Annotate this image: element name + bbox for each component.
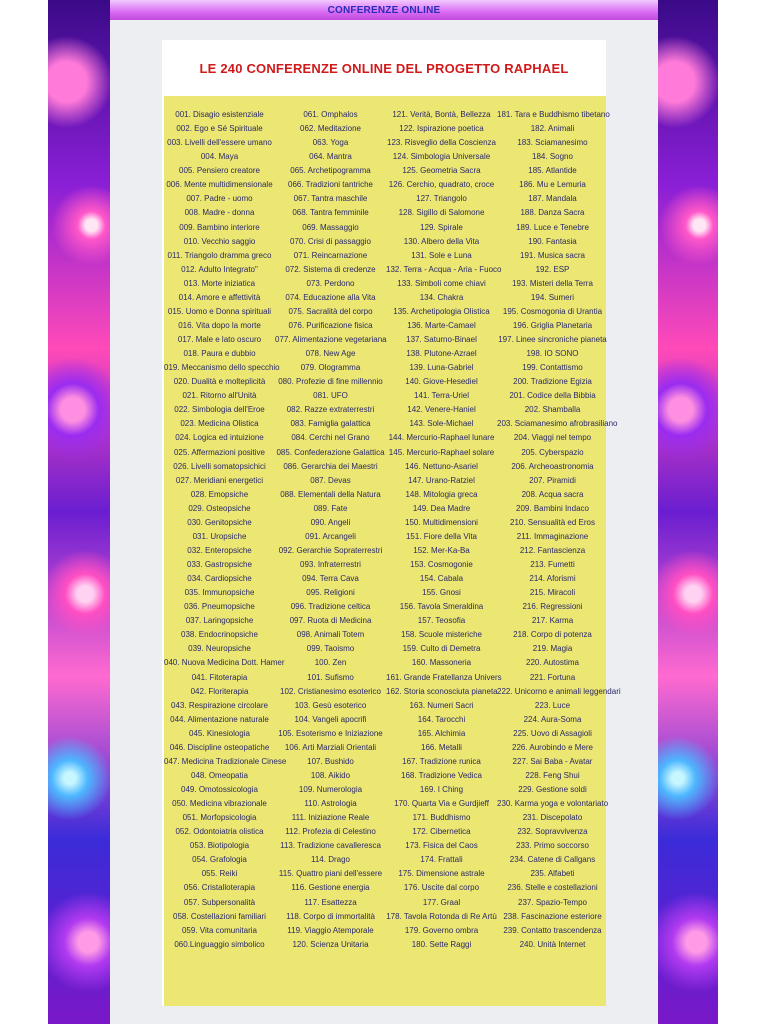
conference-list-item: 082. Razze extraterrestri: [286, 405, 375, 415]
conference-list-item: 079. Ologramma: [300, 363, 361, 373]
conference-list-item: 211. Immaginazione: [516, 531, 589, 541]
conference-list-item: 128. Sigillo di Salomone: [398, 208, 485, 218]
conference-list-item: 052. Odontoiatria olistica: [175, 827, 264, 837]
conference-list-item: 214. Aforismi: [529, 574, 576, 584]
conference-list-item: 048. Omeopatia: [191, 770, 248, 780]
conference-list-item: 065. Archetipogramma: [290, 166, 371, 176]
conference-list-item: 109. Numerologia: [298, 785, 363, 794]
conference-list-item: 204. Viaggi nel tempo: [513, 433, 592, 443]
conference-list-item: 026. Livelli somatopsichici: [173, 461, 266, 471]
conference-list-item: 071. Reincarnazione: [293, 250, 368, 260]
conference-list-item: 134. Chakra: [419, 292, 464, 302]
conference-list-item: 221. Fortuna: [529, 672, 576, 682]
conference-column-2: [275, 108, 386, 952]
conference-list-item: 112. Profezia di Celestino: [285, 827, 376, 837]
conference-list-item: 183. Sciamanesimo: [517, 138, 588, 148]
conference-list-item: 166. Metalli: [421, 742, 462, 752]
conference-list-item: 160. Massoneria: [411, 658, 472, 668]
conference-list-item: 059. Vita comunitaria: [181, 925, 257, 935]
conference-list-item: 103. Gesù esoterico: [294, 700, 367, 710]
conference-list-item: 047. Medicina Tradizionale Cinese: [164, 756, 287, 766]
conference-list-item: 163. Numeri Sacri: [409, 700, 474, 710]
conference-list-item: 058. Costellazioni familiari: [173, 911, 266, 921]
conference-list-item: 159. Culto di Demetra: [402, 644, 481, 654]
conference-list-item: 033. Gastropsiche: [187, 560, 252, 569]
conference-list-item: 038. Endocrinopsiche: [181, 630, 258, 640]
conference-column-3: [386, 108, 502, 952]
conference-list-item: 124. Simbologia Universale: [392, 152, 491, 162]
conference-list-item: 150. Multidimensioni: [405, 517, 478, 527]
conference-list-item: 015. Uomo e Donna spirituali: [167, 306, 272, 316]
conference-list-item: 230. Karma yoga e volontariato: [497, 799, 609, 809]
conference-list-item: 119. Viaggio Atemporale: [287, 925, 374, 935]
conference-list-item: 076. Purificazione fisica: [288, 320, 373, 330]
conference-list-item: 030. Genitopsiche: [187, 517, 252, 527]
conference-list-item: 197. Linee sincroniche pianeta: [498, 335, 607, 344]
conference-list-item: 200. Tradizione Egizia: [513, 377, 592, 387]
conference-list-item: 167. Tradizione runica: [402, 756, 481, 766]
conference-list-item: 108. Aikido: [310, 770, 351, 780]
conference-list-item: 001. Disagio esistenziale: [175, 110, 264, 119]
conference-list-item: 207. Piramidi: [529, 475, 576, 485]
conference-list-item: 217. Karma: [531, 616, 574, 626]
conference-list-item: 145. Mercurio-Raphael solare: [388, 447, 495, 457]
conference-list-item: 231. Discepolato: [522, 813, 583, 823]
conference-list-item: 025. Affermazioni positive: [173, 447, 265, 457]
conference-list-item: 089. Fate: [313, 503, 348, 513]
conference-list-item: 236. Stelle e costellazioni: [507, 883, 598, 893]
conference-list-item: 113. Tradizione cavalleresca: [280, 841, 381, 851]
conference-list-item: 198. IO SONO: [526, 349, 579, 359]
conference-list-item: 203. Sciamanesimo afrobrasiliano: [497, 419, 618, 429]
conference-list-item: 085. Confederazione Galattica: [276, 447, 385, 457]
conference-list-item: 181. Tara e Buddhismo tibetano: [497, 110, 610, 119]
conference-list-item: 116. Gestione energia: [291, 883, 370, 893]
conference-list-item: 193. Misteri della Terra: [512, 278, 593, 288]
conference-list-item: 123. Risveglio della Coscienza: [387, 138, 496, 148]
conference-list-item: 061. Omphalos: [303, 110, 358, 119]
conference-list-item: 147. Urano-Ratziel: [408, 475, 475, 485]
conference-list-item: 023. Medicina Olistica: [180, 419, 259, 429]
conference-list-item: 014. Amore e affettività: [178, 292, 261, 302]
conference-list-item: 153. Cosmogonie: [410, 560, 473, 569]
conference-list-item: 161. Grande Fratellanza Univers: [386, 672, 502, 682]
conference-list-item: 097. Ruota di Medicina: [289, 616, 372, 626]
conference-list-item: 196. Griglia Planetaria: [512, 320, 593, 330]
conference-list-item: 028. Emopsiche: [190, 489, 249, 499]
conference-list-item: 149. Dea Madre: [412, 503, 471, 513]
conference-list-item: 080. Profezie di fine millennio: [278, 377, 383, 387]
conference-list-item: 142. Venere-Haniel: [407, 405, 476, 415]
conference-list-item: 182. Animali: [530, 124, 575, 134]
conference-list-item: 010. Vecchio saggio: [183, 236, 256, 246]
conference-list-item: 086. Gerarchia dei Maestri: [283, 461, 378, 471]
conference-list-item: 237. Spazio-Tempo: [518, 897, 587, 907]
conference-list-item: 003. Livelli dell'essere umano: [167, 138, 272, 148]
conference-list-item: 177. Graal: [422, 897, 461, 907]
conference-list-item: 132. Terra - Acqua - Aria - Fuoco: [386, 264, 502, 274]
conference-list-item: 007. Padre - uomo: [186, 194, 253, 204]
conference-list-item: 002. Ego e Sé Spirituale: [176, 124, 263, 134]
conference-list-item: 229. Gestione soldi: [518, 785, 587, 794]
conference-list-item: 056. Cristalloterapia: [183, 883, 256, 893]
conference-list-item: 226. Aurobindo e Mere: [512, 742, 593, 752]
conference-list-item: 190. Fantasia: [528, 236, 577, 246]
conference-list-item: 104. Vangeli apocrifi: [294, 714, 367, 724]
conference-list-item: 050. Medicina vibrazionale: [172, 799, 267, 809]
conference-list-item: 240. Unità Internet: [519, 939, 586, 949]
conference-list-item: 239. Contatto trascendenza: [503, 925, 602, 935]
conference-list-item: 235. Alfabeti: [530, 869, 575, 879]
conference-list-item: 037. Laringopsiche: [185, 616, 254, 626]
conference-list-item: 185. Atlantide: [528, 166, 577, 176]
conference-list-item: 035. Immunopsiche: [184, 588, 255, 598]
conference-list-item: 027. Meridiani energetici: [175, 475, 264, 485]
conference-list-item: 143. Sole-Michael: [409, 419, 474, 429]
conference-list-item: 031. Uropsiche: [192, 531, 247, 541]
conference-list-item: 144. Mercurio-Raphael lunare: [388, 433, 495, 443]
conference-list-item: 208. Acqua sacra: [521, 489, 584, 499]
fractal-decoration-left: [48, 0, 110, 1024]
conference-list-item: 148. Mitologia greca: [405, 489, 478, 499]
conference-list-item: 042. Floriterapia: [190, 686, 249, 696]
conference-list-item: 040. Nuova Medicina Dott. Hamer: [164, 658, 285, 668]
conference-list-item: 189. Luce e Tenebre: [516, 222, 589, 232]
conference-list-item: 066. Tradizioni tantriche: [288, 180, 373, 190]
conference-list-item: 127. Triangolo: [416, 194, 467, 204]
conference-list-item: 152. Mer-Ka-Ba: [413, 545, 470, 555]
conference-list-item: 187. Mandala: [528, 194, 577, 204]
conference-list-item: 006. Mente multidimensionale: [166, 180, 273, 190]
conference-list-item: 180. Sette Raggi: [411, 939, 472, 949]
conference-list-item: 233. Primo soccorso: [516, 841, 589, 851]
conference-list-item: 096. Tradizione celtica: [290, 602, 371, 612]
conference-list-item: 125. Geometria Sacra: [402, 166, 481, 176]
conference-list-item: 100. Zen: [314, 658, 347, 668]
conference-list-item: 206. Archeoastronomia: [511, 461, 594, 471]
conference-list-item: 216. Regressioni: [522, 602, 583, 612]
conference-list-item: 141. Terra-Uriel: [414, 391, 469, 401]
conference-list-item: 154. Cabala: [419, 574, 464, 584]
conference-list-item: 057. Subpersonalità: [183, 897, 256, 907]
conference-column-1: [164, 108, 287, 952]
conference-list-item: 063. Yoga: [312, 138, 349, 148]
conference-list-item: 201. Codice della Bibbia: [509, 391, 596, 401]
conference-list-item: 093. Infraterrestri: [300, 560, 361, 569]
conference-list-item: 174. Frattali: [420, 855, 463, 865]
conference-list-item: 179. Governo ombra: [404, 925, 479, 935]
conference-list-item: 051. Morfopsicologia: [182, 813, 257, 823]
conference-list-item: 092. Gerarchie Sopraterrestri: [278, 545, 383, 555]
conference-list-item: 013. Morte iniziatica: [183, 278, 256, 288]
conference-list-item: 099. Taoismo: [306, 644, 355, 654]
fractal-decoration-right: [656, 0, 718, 1024]
conference-list-item: 219. Magia: [532, 644, 573, 654]
conference-list-item: 234. Catene di Callgans: [509, 855, 596, 865]
conference-list-item: 130. Albero della Vita: [403, 236, 480, 246]
conference-list-item: 135. Archetipologia Olistica: [393, 306, 490, 316]
conference-list-item: 081. UFO: [313, 391, 348, 401]
conference-list-item: 084. Cerchi nel Grano: [291, 433, 370, 443]
conference-list-item: 054. Grafologia: [192, 855, 247, 865]
conference-list-item: 232. Sopravvivenza: [517, 827, 588, 837]
conference-list-item: 024. Logica ed intuizione: [175, 433, 264, 443]
conference-list-item: 164. Tarocchi: [417, 714, 466, 724]
conference-list-item: 036. Pneumopsiche: [184, 602, 255, 612]
conference-list-item: 131. Sole e Luna: [411, 250, 472, 260]
conference-list-item: 184. Sogno: [532, 152, 573, 162]
conference-list-item: 202. Shamballa: [524, 405, 581, 415]
conference-list-item: 115. Quattro piani dell'essere: [278, 869, 383, 879]
conference-list-item: 222. Unicorno e animali leggendari: [497, 686, 621, 696]
conference-list-item: 083. Famiglia galattica: [290, 419, 371, 429]
conference-list-item: 064. Mantra: [309, 152, 352, 162]
conference-list-item: 053. Biotipologia: [189, 841, 250, 851]
conference-list-item: 199. Contattismo: [522, 363, 583, 373]
conference-list-item: 238. Fascinazione esteriore: [503, 911, 602, 921]
conference-list-item: 117. Esattezza: [304, 897, 357, 907]
header-bar: [110, 0, 658, 21]
conference-list-item: 156. Tavola Smeraldina: [399, 602, 484, 612]
conference-list-item: 062. Meditazione: [300, 124, 361, 134]
conference-list-item: 055. Reiki: [201, 869, 238, 879]
conference-list-item: 105. Esoterismo e Iniziazione: [278, 728, 383, 738]
conference-list-item: 146. Nettuno-Asariel: [405, 461, 478, 471]
conference-list-item: 176. Uscite dal corpo: [403, 883, 480, 893]
conference-list-item: 223. Luce: [534, 700, 571, 710]
conference-list-item: 110. Astrologia: [304, 799, 357, 809]
conference-list-item: 122. Ispirazione poetica: [399, 124, 484, 134]
conference-list-item: 068. Tantra femminile: [292, 208, 369, 218]
conference-list-item: 106. Arti Marziali Orientali: [284, 742, 377, 752]
page-margin-left: [0, 0, 48, 1024]
conference-list-item: 034. Cardiopsiche: [187, 574, 252, 584]
conference-list-item: 215. Miracoli: [529, 588, 576, 598]
conference-list-item: 045. Kinesiologia: [189, 728, 250, 738]
conference-list-item: 075. Sacralità del corpo: [288, 306, 373, 316]
conference-list-item: 102. Cristianesimo esoterico: [280, 686, 381, 696]
conference-list-item: 186. Mu e Lemuria: [519, 180, 586, 190]
conference-list-item: 067. Tantra maschile: [293, 194, 368, 204]
conference-list-item: 136. Marte-Camael: [407, 320, 476, 330]
conference-list-item: 138. Plutone-Azrael: [406, 349, 477, 359]
conference-list-item: 074. Educazione alla Vita: [285, 292, 376, 302]
conference-list-item: 095. Religioni: [306, 588, 355, 598]
conference-list-item: 158. Scuole misteriche: [401, 630, 482, 640]
conference-list-item: 111. Iniziazione Reale: [291, 813, 370, 823]
conference-list-item: 171. Buddhismo: [412, 813, 471, 823]
conference-list-item: 012. Adulto Integrato": [181, 264, 258, 274]
conference-list-item: 151. Fiore della Vita: [405, 531, 477, 541]
conference-list-item: 091. Arcangeli: [305, 531, 356, 541]
conference-list-item: 129. Spirale: [420, 222, 463, 232]
conference-list-item: 228. Feng Shui: [525, 770, 580, 780]
conference-list-item: 011. Triangolo dramma greco: [167, 250, 272, 260]
conference-list-item: 004. Maya: [200, 152, 239, 162]
conference-list-item: 009. Bambino interiore: [179, 222, 260, 232]
conference-list-item: 094. Terra Cava: [302, 574, 359, 584]
page-margin-right: [718, 0, 768, 1024]
conference-list-item: 044. Alimentazione naturale: [170, 714, 269, 724]
conference-list-item: 170. Quarta Via e Gurdjieff: [394, 799, 489, 809]
conference-list-item: 072. Sistema di credenze: [285, 264, 376, 274]
page-title: LE 240 CONFERENZE ONLINE DEL PROGETTO RAPHAEL: [199, 60, 569, 76]
conference-list-item: 225. Uovo di Assagioli: [513, 728, 592, 738]
conference-list-item: 188. Danza Sacra: [520, 208, 585, 218]
conference-list-item: 210. Sensualità ed Eros: [510, 517, 595, 527]
conference-list-item: 022. Simbologia dell'Eroe: [174, 405, 265, 415]
conference-list-item: 126. Cerchio, quadrato, croce: [388, 180, 495, 190]
conference-list-item: 157. Teosofia: [417, 616, 466, 626]
header-title: CONFERENZE ONLINE: [327, 4, 441, 16]
conference-list-item: 005. Pensiero creatore: [179, 166, 260, 176]
conference-list-item: 118. Corpo di immortalità: [286, 911, 375, 921]
conference-list-item: 213. Fumetti: [530, 560, 575, 569]
conference-list-item: 018. Paura e dubbio: [183, 349, 256, 359]
conference-list-item: 218. Corpo di potenza: [513, 630, 592, 640]
conference-column-4: [497, 108, 621, 952]
conference-list-item: 019. Meccanismo dello specchio: [164, 363, 280, 373]
conference-list-item: 017. Male e lato oscuro: [177, 335, 262, 344]
conference-list-item: 069. Massaggio: [302, 222, 359, 232]
conference-list-item: 162. Storia sconosciuta pianeta: [386, 686, 498, 696]
conference-list-item: 227. Sai Baba - Avatar: [512, 756, 593, 766]
conference-list-item: 192. ESP: [535, 264, 570, 274]
conference-list-item: 049. Omotossicologia: [181, 785, 258, 794]
conference-list-item: 077. Alimentazione vegetariana: [275, 335, 387, 344]
conference-list-item: 078. New Age: [305, 349, 356, 359]
conference-list-item: 169. I Ching: [419, 785, 464, 794]
conference-list-item: 165. Alchimia: [417, 728, 466, 738]
conference-list-item: 133. Simboli come chiavi: [397, 278, 486, 288]
conference-list-item: 041. Fitoterapia: [191, 672, 248, 682]
conference-list-item: 039. Neuropsiche: [188, 644, 251, 654]
conference-list-item: 087. Devas: [310, 475, 351, 485]
conference-list-item: 098. Animali Totem: [296, 630, 365, 640]
conference-list-item: 175. Dimensione astrale: [398, 869, 485, 879]
conference-list-item: 020. Dualità e molteplicità: [173, 377, 266, 387]
conference-list-item: 137. Saturno-Binael: [406, 335, 477, 344]
conference-list-item: 090. Angeli: [310, 517, 351, 527]
conference-list-item: 194. Sumeri: [530, 292, 575, 302]
conference-list-item: 016. Vita dopo la morte: [178, 320, 261, 330]
conference-list-item: 155. Gnosi: [422, 588, 461, 598]
conference-list-item: 101. Sufismo: [307, 672, 354, 682]
conference-list-item: 060.Linguaggio simbolico: [174, 939, 265, 949]
conference-list-item: 172. Cibernetica: [412, 827, 471, 837]
conference-list-item: 139. Luna-Gabriel: [409, 363, 474, 373]
conference-list-item: 173. Fisica del Caos: [405, 841, 478, 851]
conference-list-item: 168. Tradizione Vedica: [401, 770, 482, 780]
conference-list-item: 114. Drago: [311, 855, 350, 865]
conference-list-item: 205. Cyberspazio: [521, 447, 584, 457]
conference-list-item: 209. Bambini Indaco: [516, 503, 589, 513]
conference-list-item: 107. Bushido: [307, 756, 354, 766]
conference-list-item: 120. Scienza Unitaria: [292, 939, 369, 949]
conference-list-item: 220. Autostima: [526, 658, 579, 668]
conference-list-item: 212. Fantascienza: [519, 545, 586, 555]
conference-list-item: 191. Musica sacra: [520, 250, 585, 260]
conference-list-item: 121. Verità, Bontà, Bellezza: [392, 110, 491, 119]
conference-list-item: 021. Ritorno all'Unità: [182, 391, 257, 401]
conference-list-item: 029. Osteopsiche: [188, 503, 251, 513]
conference-list-item: 224. Aura-Soma: [523, 714, 582, 724]
conference-list-item: 046. Discipline osteopatiche: [169, 742, 270, 752]
conference-list-item: 043. Respirazione circolare: [171, 700, 268, 710]
conference-list-item: 070. Crisi di passaggio: [290, 236, 371, 246]
conference-list-item: 195. Cosmogonia di Urantia: [502, 306, 603, 316]
conference-list-item: 140. Giove-Hesediel: [405, 377, 478, 387]
conference-list-item: 008. Madre - donna: [184, 208, 255, 218]
conference-list-item: 178. Tavola Rotonda di Re Artù: [386, 911, 497, 921]
conference-list-item: 088. Elementali della Natura: [280, 489, 381, 499]
conference-list-item: 032. Enteropsiche: [187, 545, 252, 555]
conference-list-item: 073. Perdono: [306, 278, 355, 288]
